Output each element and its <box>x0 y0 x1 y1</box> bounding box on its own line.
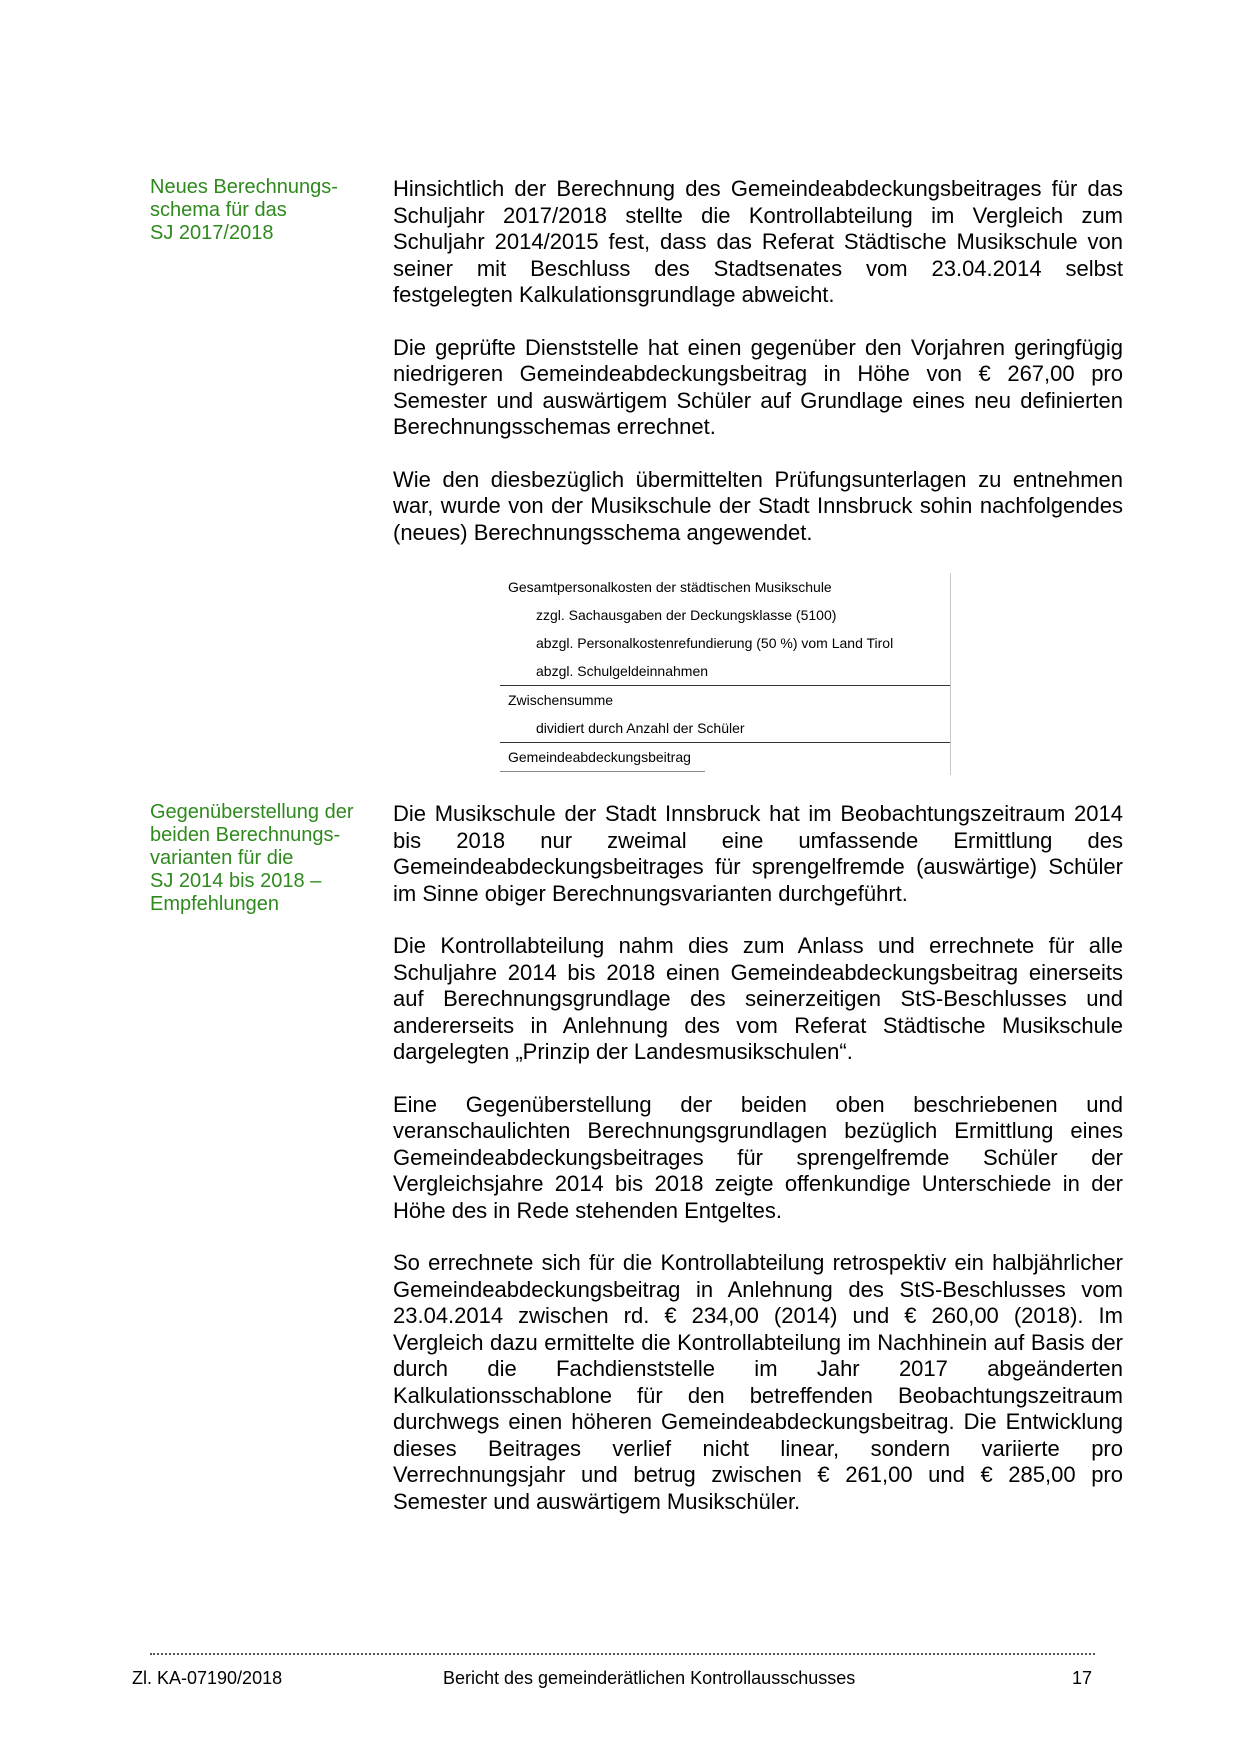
calculation-scheme-table <box>500 573 951 775</box>
scheme-result-underline <box>500 771 705 772</box>
scheme-row: dividiert durch Anzahl der Schüler <box>536 720 745 736</box>
sidebar-line: Empfehlungen <box>150 893 279 915</box>
scheme-row: abzgl. Personalkostenrefundierung (50 %) vom Land Tirol <box>536 635 894 651</box>
scheme-row: Zwischensumme <box>508 692 614 708</box>
sidebar-heading-new-scheme <box>150 176 370 245</box>
sidebar-line: SJ 2017/2018 <box>150 222 274 244</box>
scheme-row: Gesamtpersonalkosten der städtischen Musikschule <box>508 579 832 595</box>
section-new-scheme-body <box>393 176 1123 546</box>
scheme-result-row: Gemeindeabdeckungsbeitrag <box>508 749 691 765</box>
footer-reference: Zl. KA-07190/2018 <box>132 1668 283 1688</box>
paragraph: So errechnete sich für die Kontrollabteilung retrospektiv ein halbjährlicher Gemeindeabdeckungsbeitrag in Anlehnung des StS-Beschlusses vom 23.04.2014 zwischen rd. € 234,00 (2014) und € 260,00 (2018). Im Vergleich dazu ermittelte die Kontrollabteilung im Nachhinein auf Basis der durch die Fachdienststelle im Jahr 2017 abgeänderten Kalkulationsschablone für den betreffenden Beobachtungszeitraum durchwegs einen höheren Gemeindeabdeckungsbeitrag. Die Entwicklung dieses Beitrages verlief nicht linear, sondern variierte pro Verrechnungsjahr und betrug zwischen € 261,00 und € 285,00 pro Semester und auswärtigem Musikschüler. <box>393 1250 1123 1514</box>
footer-divider <box>150 1653 1095 1655</box>
paragraph: Hinsichtlich der Berechnung des Gemeindeabdeckungsbeitrages für das Schuljahr 2017/2018 stellte die Kontrollabteilung im Vergleich zum Schuljahr 2014/2015 fest, dass das Referat Städtische Musikschule von seiner mit Beschluss des Stadtsenates vom 23.04.2014 selbst festgelegten Kalkulationsgrundlage abweicht. <box>393 176 1123 307</box>
sidebar-line: Neues Berechnungs- <box>150 176 338 198</box>
sidebar-line: schema für das <box>150 199 287 221</box>
page-number: 17 <box>1072 1668 1093 1688</box>
paragraph: Eine Gegenüberstellung der beiden oben beschriebenen und veranschaulichten Berechnungsgrundlagen bezüglich Ermittlung eines Gemeindeabdeckungsbeitrages für sprengelfremde Schüler der Vergleichsjahre 2014 bis 2018 zeigte offenkundige Unterschiede in der Höhe des in Rede stehenden Entgeltes. <box>393 1091 1123 1223</box>
paragraph: Die geprüfte Dienststelle hat einen gegenüber den Vorjahren geringfügig niedrigeren Gemeindeabdeckungsbeitrag in Höhe von € 267,00 pro Semester und auswärtigem Schüler auf Grundlage eines neu definierten Berechnungsschemas errechnet. <box>393 334 1123 439</box>
paragraph: Die Kontrollabteilung nahm dies zum Anlass und errechnete für alle Schuljahre 2014 bis 2018 einen Gemeindeabdeckungsbeitrag einerseits auf Berechnungsgrundlage des seinerzeitigen StS-Beschlusses und andererseits in Anlehnung des vom Referat Städtische Musikschule dargelegten „Prinzip der Landesmusikschulen“. <box>393 933 1123 1064</box>
paragraph: Die Musikschule der Stadt Innsbruck hat im Beobachtungszeitraum 2014 bis 2018 nur zweimal eine umfassende Ermittlung des Gemeindeabdeckungsbeitrages für sprengelfremde (auswärtige) Schüler im Sinne obiger Berechnungsvarianten durchgeführt. <box>393 801 1123 906</box>
sidebar-line: Gegenüberstellung der <box>150 801 354 823</box>
sidebar-line: beiden Berechnungs- <box>150 824 341 846</box>
section-comparison-body <box>393 801 1123 1515</box>
scheme-row: abzgl. Schulgeldeinnahmen <box>536 663 709 679</box>
sidebar-line: varianten für die <box>150 847 294 869</box>
scheme-row: zzgl. Sachausgaben der Deckungsklasse (5100) <box>536 607 837 623</box>
sidebar-heading-comparison <box>150 801 370 916</box>
sidebar-line: SJ 2014 bis 2018 – <box>150 870 322 892</box>
paragraph: Wie den diesbezüglich übermittelten Prüfungsunterlagen zu entnehmen war, wurde von der Musikschule der Stadt Innsbruck sohin nachfolgendes (neues) Berechnungsschema angewendet. <box>393 466 1123 545</box>
footer-title: Bericht des gemeinderätlichen Kontrollausschusses <box>443 1668 856 1688</box>
